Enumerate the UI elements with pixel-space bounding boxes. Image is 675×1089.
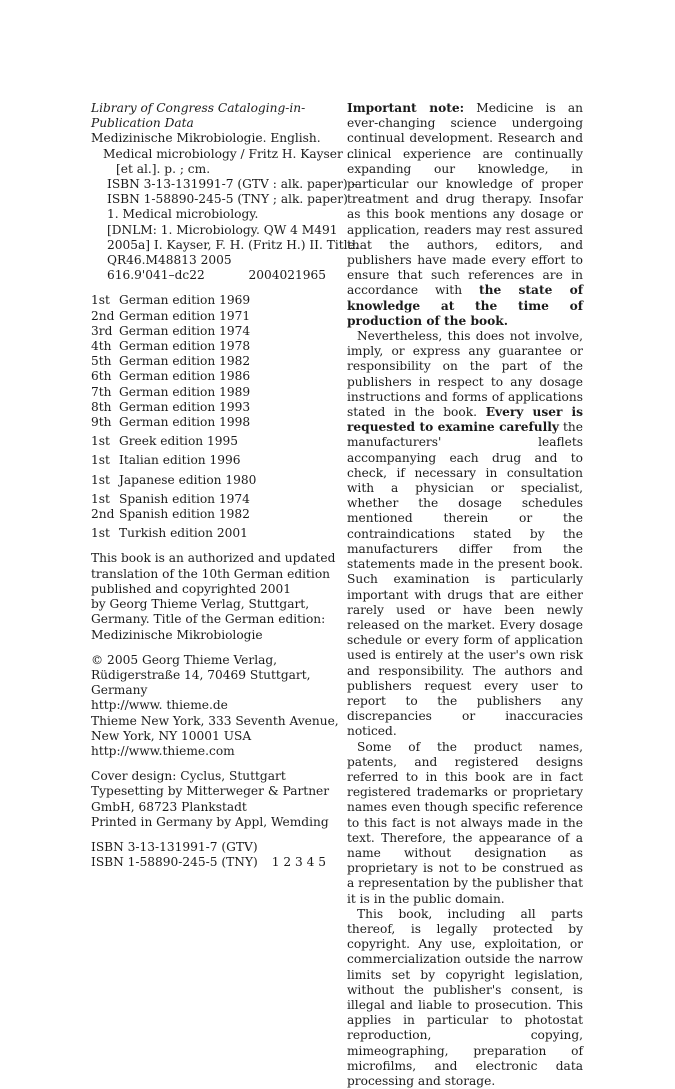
- edition-row: [91, 526, 326, 541]
- cataloging-line: Medizinische Mikrobiologie. English.: [91, 131, 321, 146]
- edition-row: [91, 293, 326, 308]
- cataloging-line: ISBN 1-58890-245-5 (TNY ; alk. paper): [107, 192, 348, 207]
- production-line: Printed in Germany by Appl, Wemding: [91, 814, 329, 829]
- edition-row: [91, 369, 326, 384]
- note-paragraph: Some of the product names, patents, and registered designs referred to in this book are in fact registered trademarks or proprietary names even though specific reference to this fact is not always made in the text. Therefore, the appearance of a name without designation as proprietary is not to be construed as a representation by the publisher that it is in the public domain.: [347, 739, 583, 906]
- cataloging-line: ISBN 3-13-131991-7 (GTV : alk. paper) –: [107, 177, 358, 192]
- note-lead: Important note:: [347, 101, 465, 115]
- edition-label: German edition 1989: [119, 384, 251, 399]
- edition-ordinal: 8th: [91, 399, 112, 414]
- cataloging-line: 2005a] I. Kayser, F. H. (Fritz H.) II. Title.: [107, 237, 359, 252]
- lccn: 2004021965: [248, 268, 326, 283]
- edition-label: German edition 1978: [119, 339, 251, 354]
- copyright-line: Rüdigerstraße 14, 70469 Stuttgart,: [91, 667, 311, 682]
- translation-line: This book is an authorized and updated: [91, 551, 336, 566]
- production-credits: [91, 769, 330, 830]
- edition-row: [91, 453, 326, 468]
- cataloging-line: Medical microbiology / Fritz H. Kayser ...: [103, 146, 359, 161]
- edition-row: [91, 434, 326, 449]
- note-paragraph: [347, 329, 583, 739]
- translation-line: translation of the 10th German edition: [91, 566, 331, 581]
- edition-label: German edition 1974: [119, 323, 251, 338]
- note-paragraph: [347, 101, 583, 329]
- isbn-gtv: ISBN 3-13-131991-7 (GTV): [91, 839, 258, 854]
- copyright-line: Thieme New York, 333 Seventh Avenue,: [91, 713, 339, 728]
- edition-row: [91, 400, 326, 415]
- edition-ordinal: 1st: [91, 472, 110, 487]
- isbn-tny-row: [91, 855, 326, 870]
- edition-ordinal: 5th: [91, 354, 112, 369]
- translation-line: by Georg Thieme Verlag, Stuttgart,: [91, 597, 310, 612]
- edition-label: German edition 1998: [119, 415, 251, 430]
- translation-line: Medizinische Mikrobiologie: [91, 627, 263, 642]
- production-line: Cover design: Cyclus, Stuttgart: [91, 769, 286, 784]
- translation-note: [91, 551, 336, 642]
- note-text: Nevertheless, this does not involve, imply, or express any guarantee or responsibility on the part of the publishers in respect to any dosage instructions and forms of applications stated in the book.: [347, 329, 583, 420]
- translation-line: published and copyrighted 2001: [91, 581, 292, 596]
- note-emphasis: the state of knowledge at the time of production of the book.: [347, 283, 583, 328]
- edition-ordinal: 3rd: [91, 323, 113, 338]
- edition-label: Greek edition 1995: [119, 434, 239, 449]
- edition-row: [91, 492, 326, 507]
- edition-label: German edition 1969: [119, 293, 251, 308]
- website-link[interactable]: http://www.thieme.com: [91, 743, 235, 758]
- important-note: [347, 101, 583, 1089]
- left-column: [91, 101, 359, 870]
- edition-label: Spanish edition 1982: [119, 507, 250, 522]
- isbn-block: [91, 840, 326, 870]
- edition-label: Turkish edition 2001: [119, 526, 248, 541]
- cataloging-line: QR46.M48813 2005: [107, 253, 232, 268]
- edition-row: [91, 324, 326, 339]
- note-text: the manufacturers' leaflets accompanying each drug and to check, if necessary in consultation with a physician or specialist, whether the dosage schedules mentioned therein or the contraindications stated by the manufacturers differ from the statements made in the present book. Such examination is particularly important with drugs that are either rarely used or have been newly released on the market. Every dosage schedule or every form of application used is entirely at the user's own risk and responsibility. The authors and publishers request every user to report to the publishers any discrepancies or inaccuracies noticed.: [347, 420, 583, 739]
- edition-label: Japanese edition 1980: [119, 472, 257, 487]
- classification-row: [91, 268, 326, 283]
- copyright-line: New York, NY 10001 USA: [91, 728, 252, 743]
- note-emphasis: Every user is requested to examine carefully: [347, 405, 583, 435]
- edition-ordinal: 1st: [91, 434, 110, 449]
- edition-row: [91, 339, 326, 354]
- copyright-line: Germany: [91, 683, 148, 698]
- isbn-tny: ISBN 1-58890-245-5 (TNY): [91, 855, 258, 870]
- edition-label: Italian edition 1996: [119, 453, 241, 468]
- edition-row: [91, 415, 326, 430]
- translation-line: Germany. Title of the German edition:: [91, 612, 326, 627]
- edition-ordinal: 1st: [91, 453, 110, 468]
- production-line: GmbH, 68723 Plankstadt: [91, 799, 247, 814]
- edition-label: German edition 1971: [119, 308, 251, 323]
- editions-list: [91, 293, 326, 541]
- edition-row: [91, 385, 326, 400]
- edition-label: German edition 1986: [119, 369, 251, 384]
- edition-label: German edition 1993: [119, 399, 251, 414]
- edition-ordinal: 1st: [91, 526, 110, 541]
- note-paragraph: This book, including all parts thereof, is legally protected by copyright. Any use, exploitation, or commercialization outside the narrow limits set by copyright legislation, without the publisher's consent, is illegal and liable to prosecution. This applies in particular to photostat reproduction, copying, mimeographing, preparation of microfilms, and electronic data processing and storage.: [347, 906, 583, 1088]
- cataloging-line: 1. Medical microbiology.: [107, 207, 259, 222]
- cataloging-line: [DNLM: 1. Microbiology. QW 4 M491: [107, 222, 338, 237]
- edition-label: German edition 1982: [119, 354, 251, 369]
- note-text: Medicine is an ever-changing science undergoing continual development. Research and clinical experience are continually expanding our knowledge, in particular our knowledge of proper treatment and drug therapy. Insofar as this book mentions any dosage or application, readers may rest assured that the authors, editors, and publishers have made every effort to ensure that such references are in accordance with: [347, 101, 583, 298]
- website-link[interactable]: http://www. thieme.de: [91, 698, 228, 713]
- edition-row: [91, 354, 326, 369]
- edition-ordinal: 7th: [91, 384, 112, 399]
- edition-ordinal: 1st: [91, 491, 110, 506]
- edition-label: Spanish edition 1974: [119, 491, 250, 506]
- edition-ordinal: 1st: [91, 293, 110, 308]
- edition-row: [91, 473, 326, 488]
- edition-ordinal: 2nd: [91, 507, 115, 522]
- classification: 616.9'041–dc22: [107, 268, 205, 283]
- edition-row: [91, 507, 326, 522]
- copyright-line: © 2005 Georg Thieme Verlag,: [91, 652, 278, 667]
- edition-ordinal: 4th: [91, 339, 112, 354]
- cataloging-record: [91, 101, 359, 283]
- cataloging-heading-line-2: Publication Data: [91, 116, 194, 131]
- edition-ordinal: 9th: [91, 415, 112, 430]
- cataloging-heading-line-1: Library of Congress Cataloging-in-: [91, 101, 306, 115]
- printing-line: 1 2 3 4 5: [271, 855, 326, 870]
- edition-ordinal: 6th: [91, 369, 112, 384]
- copyright-block: [91, 652, 339, 759]
- cataloging-line: [et al.]. p. ; cm.: [116, 161, 211, 176]
- edition-row: [91, 309, 326, 324]
- production-line: Typesetting by Mitterweger & Partner: [91, 784, 330, 799]
- edition-ordinal: 2nd: [91, 308, 115, 323]
